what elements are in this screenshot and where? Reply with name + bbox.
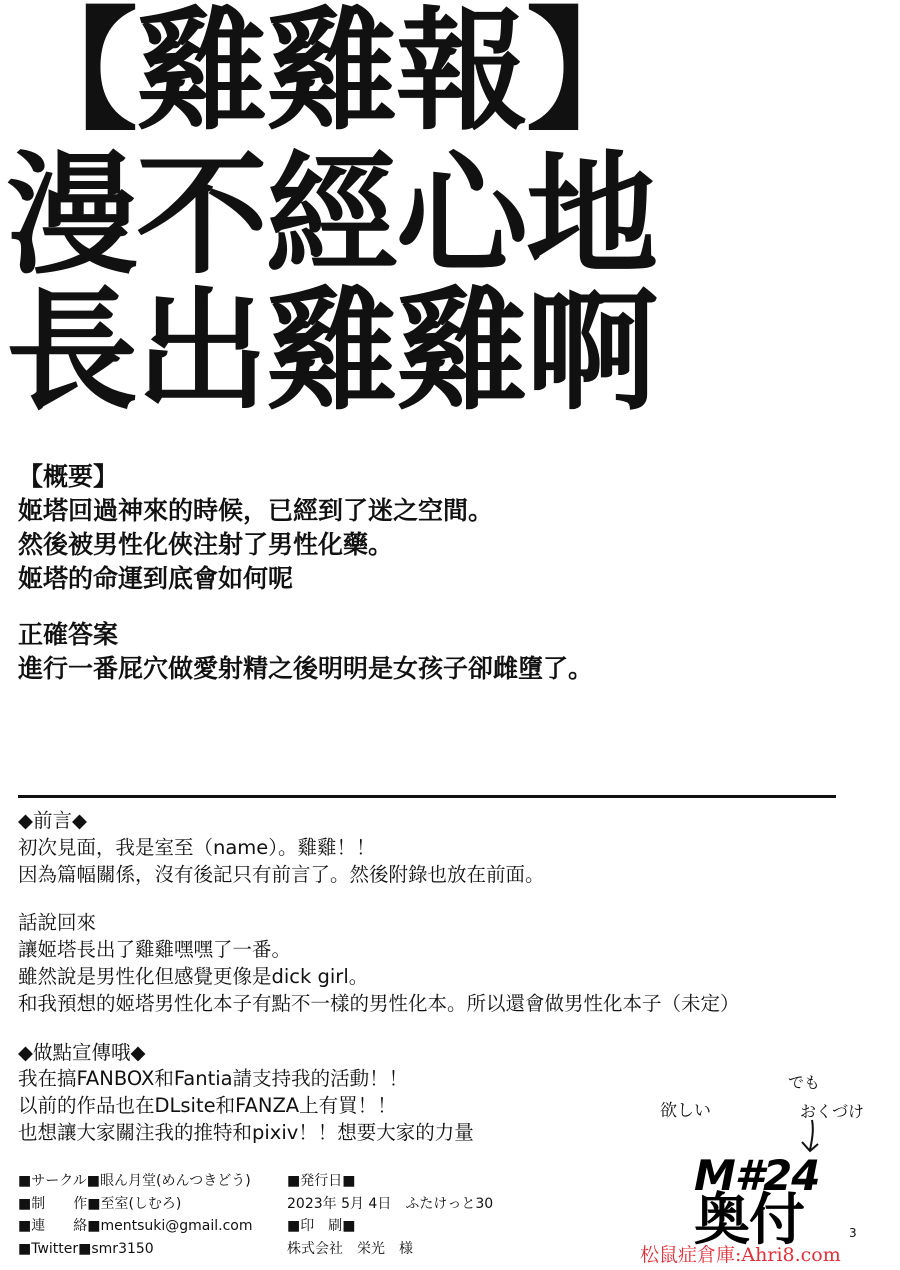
summary-section	[18, 460, 593, 686]
colophon-date-heading: ■発行日■	[287, 1173, 356, 1189]
handwritten-okuzuke: おくづけ	[800, 1102, 865, 1121]
topic-line: 雖然說是男性化但感覺更像是dick girl。	[18, 964, 369, 988]
answer-heading: 正確答案	[18, 620, 119, 649]
preface-line: 因為篇幅關係，沒有後記只有前言了。然後附錄也放在前面。	[18, 862, 545, 886]
issue-code-mark: M#24	[694, 1151, 820, 1200]
answer-line: 進行一番屁穴做愛射精之後明明是女孩子卻雌墮了。	[18, 654, 594, 683]
page-number: 3	[849, 1226, 857, 1240]
promo-line: 以前的作品也在DLsite和FANZA上有買！！	[18, 1094, 397, 1118]
handwritten-hoshii: 欲しい	[660, 1101, 711, 1121]
title-line-3: 長出雞雞啊	[6, 275, 656, 429]
colophon-left	[18, 1170, 252, 1260]
colophon-right	[287, 1170, 493, 1260]
summary-line: 姬塔的命運到底會如何呢	[18, 564, 294, 593]
title-line-2: 漫不經心地	[6, 139, 656, 293]
section-divider	[18, 795, 836, 798]
promo-line: 我在搞FANBOX和Fantia請支持我的活動！！	[18, 1067, 409, 1091]
promo-line: 也想讓大家關注我的推特和pixiv！！想要大家的力量	[18, 1120, 474, 1144]
topic-heading: 話說回來	[18, 911, 97, 935]
handwritten-demo: でも	[788, 1073, 821, 1092]
promo-heading: ◆做點宣傳哦◆	[18, 1040, 146, 1064]
colophon-circle: ■サークル■眼ん月堂(めんつきどう)	[18, 1173, 251, 1189]
colophon-author: ■制 作■至室(しむろ)	[18, 1195, 182, 1212]
colophon-printer-heading: ■印 刷■	[287, 1218, 356, 1234]
colophon-printer: 株式会社 栄光 様	[287, 1240, 413, 1257]
notes-section	[18, 808, 740, 1147]
watermark: 松鼠症倉庫:Ahri8.com	[640, 1244, 841, 1266]
topic-line: 讓姬塔長出了雞雞嘿嘿了一番。	[18, 938, 292, 962]
summary-heading: 【概要】	[18, 462, 119, 491]
colophon-contact: ■連 絡■mentsuki@gmail.com	[18, 1218, 253, 1234]
okuzuke-mark: 奥付	[694, 1188, 804, 1253]
colophon-date: 2023年 5月 4日 ふたけっと30	[287, 1195, 494, 1212]
summary-line: 姬塔回過神來的時候，已經到了迷之空間。	[18, 496, 494, 525]
title-line-1: 【雞雞報】	[6, 0, 656, 149]
topic-line: 和我預想的姬塔男性化本子有點不一樣的男性化本。所以還會做男性化本子（未定）	[18, 991, 740, 1015]
colophon-twitter: ■Twitter■smr3150	[18, 1240, 154, 1257]
preface-line: 初次見面，我是室至（name）。雞雞！！	[18, 835, 376, 859]
summary-line: 然後被男性化俠注射了男性化藥。	[18, 530, 394, 559]
preface-heading: ◆前言◆	[18, 809, 87, 832]
